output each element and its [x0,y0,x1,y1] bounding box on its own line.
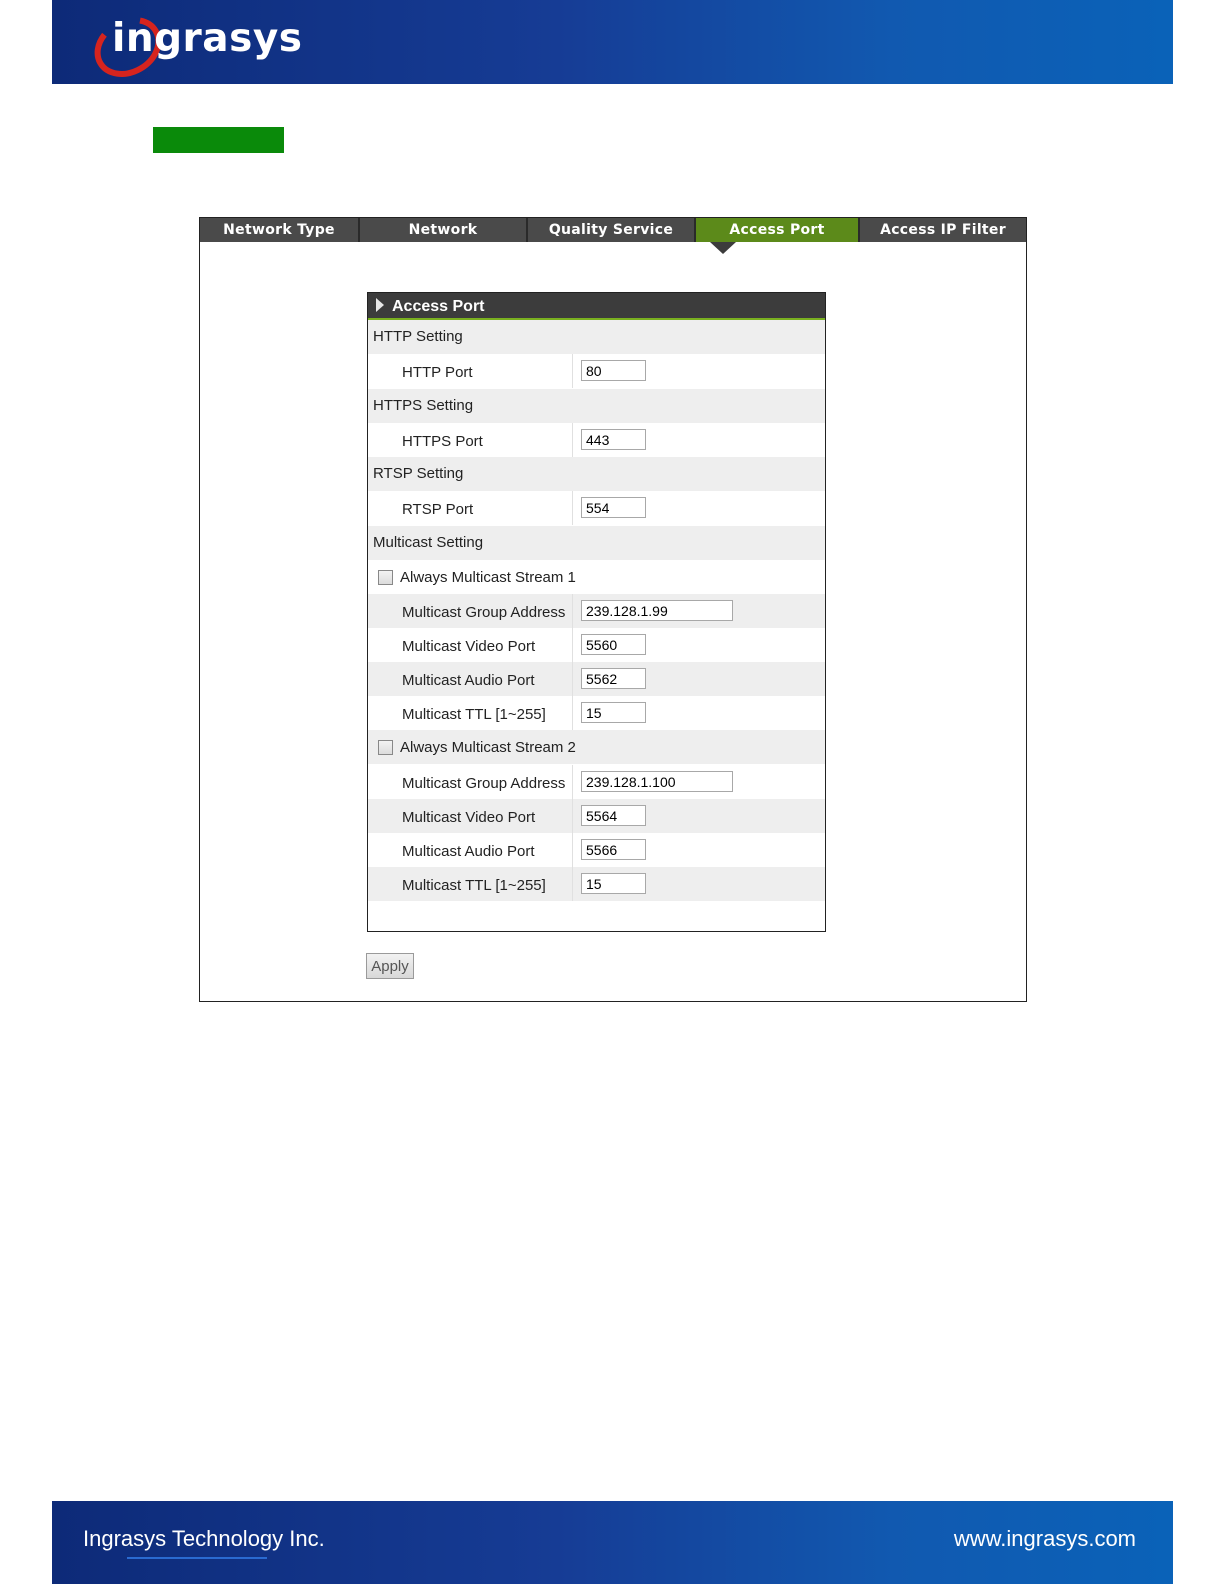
row-divider [572,799,573,833]
stream-1-group-address-row [368,594,825,628]
panel-title: Access Port [392,298,485,315]
multicast-stream-1-row [368,560,825,594]
tab-access-port[interactable]: Access Port [696,218,860,242]
stream-1-ttl-label: Multicast TTL [1~255] [402,706,546,723]
multicast-stream-1-checkbox[interactable] [378,570,393,585]
stream-2-video-port-row [368,799,825,833]
https-port-input[interactable] [581,429,646,450]
https-section [368,389,825,423]
multicast-stream-2-checkbox[interactable] [378,740,393,755]
stream-2-audio-port-label: Multicast Audio Port [402,843,535,860]
http-section-label: HTTP Setting [373,328,463,345]
stream-1-audio-port-label: Multicast Audio Port [402,672,535,689]
stream-2-ttl-row [368,867,825,901]
tab-quality-service[interactable]: Quality Service [528,218,696,242]
tab-network-connectivity[interactable]: Network Connectivity [360,218,528,242]
stream-1-ttl-input[interactable] [581,702,646,723]
http-port-label: HTTP Port [402,364,473,381]
footer-url[interactable]: www.ingrasys.com [953,1526,1136,1551]
row-divider [572,765,573,799]
brand-logo-text: ingrasys [112,16,303,61]
stream-2-group-address-row [368,765,825,799]
rtsp-port-input[interactable] [581,497,646,518]
row-divider [572,423,573,457]
stream-1-ttl-row [368,696,825,730]
rtsp-section-label: RTSP Setting [373,465,464,482]
https-section-label: HTTPS Setting [373,397,474,414]
https-port-row [368,423,825,457]
stream-1-group-address-input[interactable] [581,600,733,621]
http-port-input[interactable] [581,360,646,381]
row-divider [572,696,573,730]
stream-1-video-port-row [368,628,825,662]
row-divider [572,628,573,662]
stream-1-video-port-label: Multicast Video Port [402,638,536,655]
rtsp-section [368,457,825,491]
tab-network-type[interactable]: Network Type [200,218,360,242]
section-marker [153,127,284,153]
row-divider [572,491,573,525]
multicast-stream-2-label: Always Multicast Stream 2 [400,739,576,756]
stream-2-ttl-label: Multicast TTL [1~255] [402,877,546,894]
apply-button[interactable]: Apply [366,953,414,979]
access-port-panel [367,292,826,932]
row-divider [572,594,573,628]
stream-2-video-port-input[interactable] [581,805,646,826]
collapse-arrow-icon[interactable] [376,298,384,312]
multicast-section [368,526,825,560]
rtsp-port-label: RTSP Port [402,501,474,518]
row-divider [572,354,573,388]
stream-2-group-address-label: Multicast Group Address [402,775,566,792]
row-divider [572,867,573,901]
stream-1-group-address-label: Multicast Group Address [402,604,566,621]
stream-2-group-address-input[interactable] [581,771,733,792]
multicast-section-label: Multicast Setting [373,534,484,551]
row-divider [572,833,573,867]
https-port-label: HTTPS Port [402,433,483,450]
active-tab-pointer [710,242,736,254]
footer-company: Ingrasys Technology Inc. [83,1526,325,1551]
multicast-stream-2-row [368,730,825,764]
settings-frame [199,217,1027,1002]
http-port-row [368,354,825,388]
stream-1-video-port-input[interactable] [581,634,646,655]
multicast-stream-1-label: Always Multicast Stream 1 [400,569,576,586]
tab-access-ip-filter[interactable]: Access IP Filter [860,218,1026,242]
row-divider [572,662,573,696]
stream-1-audio-port-input[interactable] [581,668,646,689]
panel-title-bar [368,293,825,320]
rtsp-port-row [368,491,825,525]
stream-2-audio-port-row [368,833,825,867]
stream-1-audio-port-row [368,662,825,696]
stream-2-video-port-label: Multicast Video Port [402,809,536,826]
footer-underline [127,1557,267,1559]
http-section [368,320,825,354]
tab-bar [200,218,1026,262]
stream-2-ttl-input[interactable] [581,873,646,894]
stream-2-audio-port-input[interactable] [581,839,646,860]
